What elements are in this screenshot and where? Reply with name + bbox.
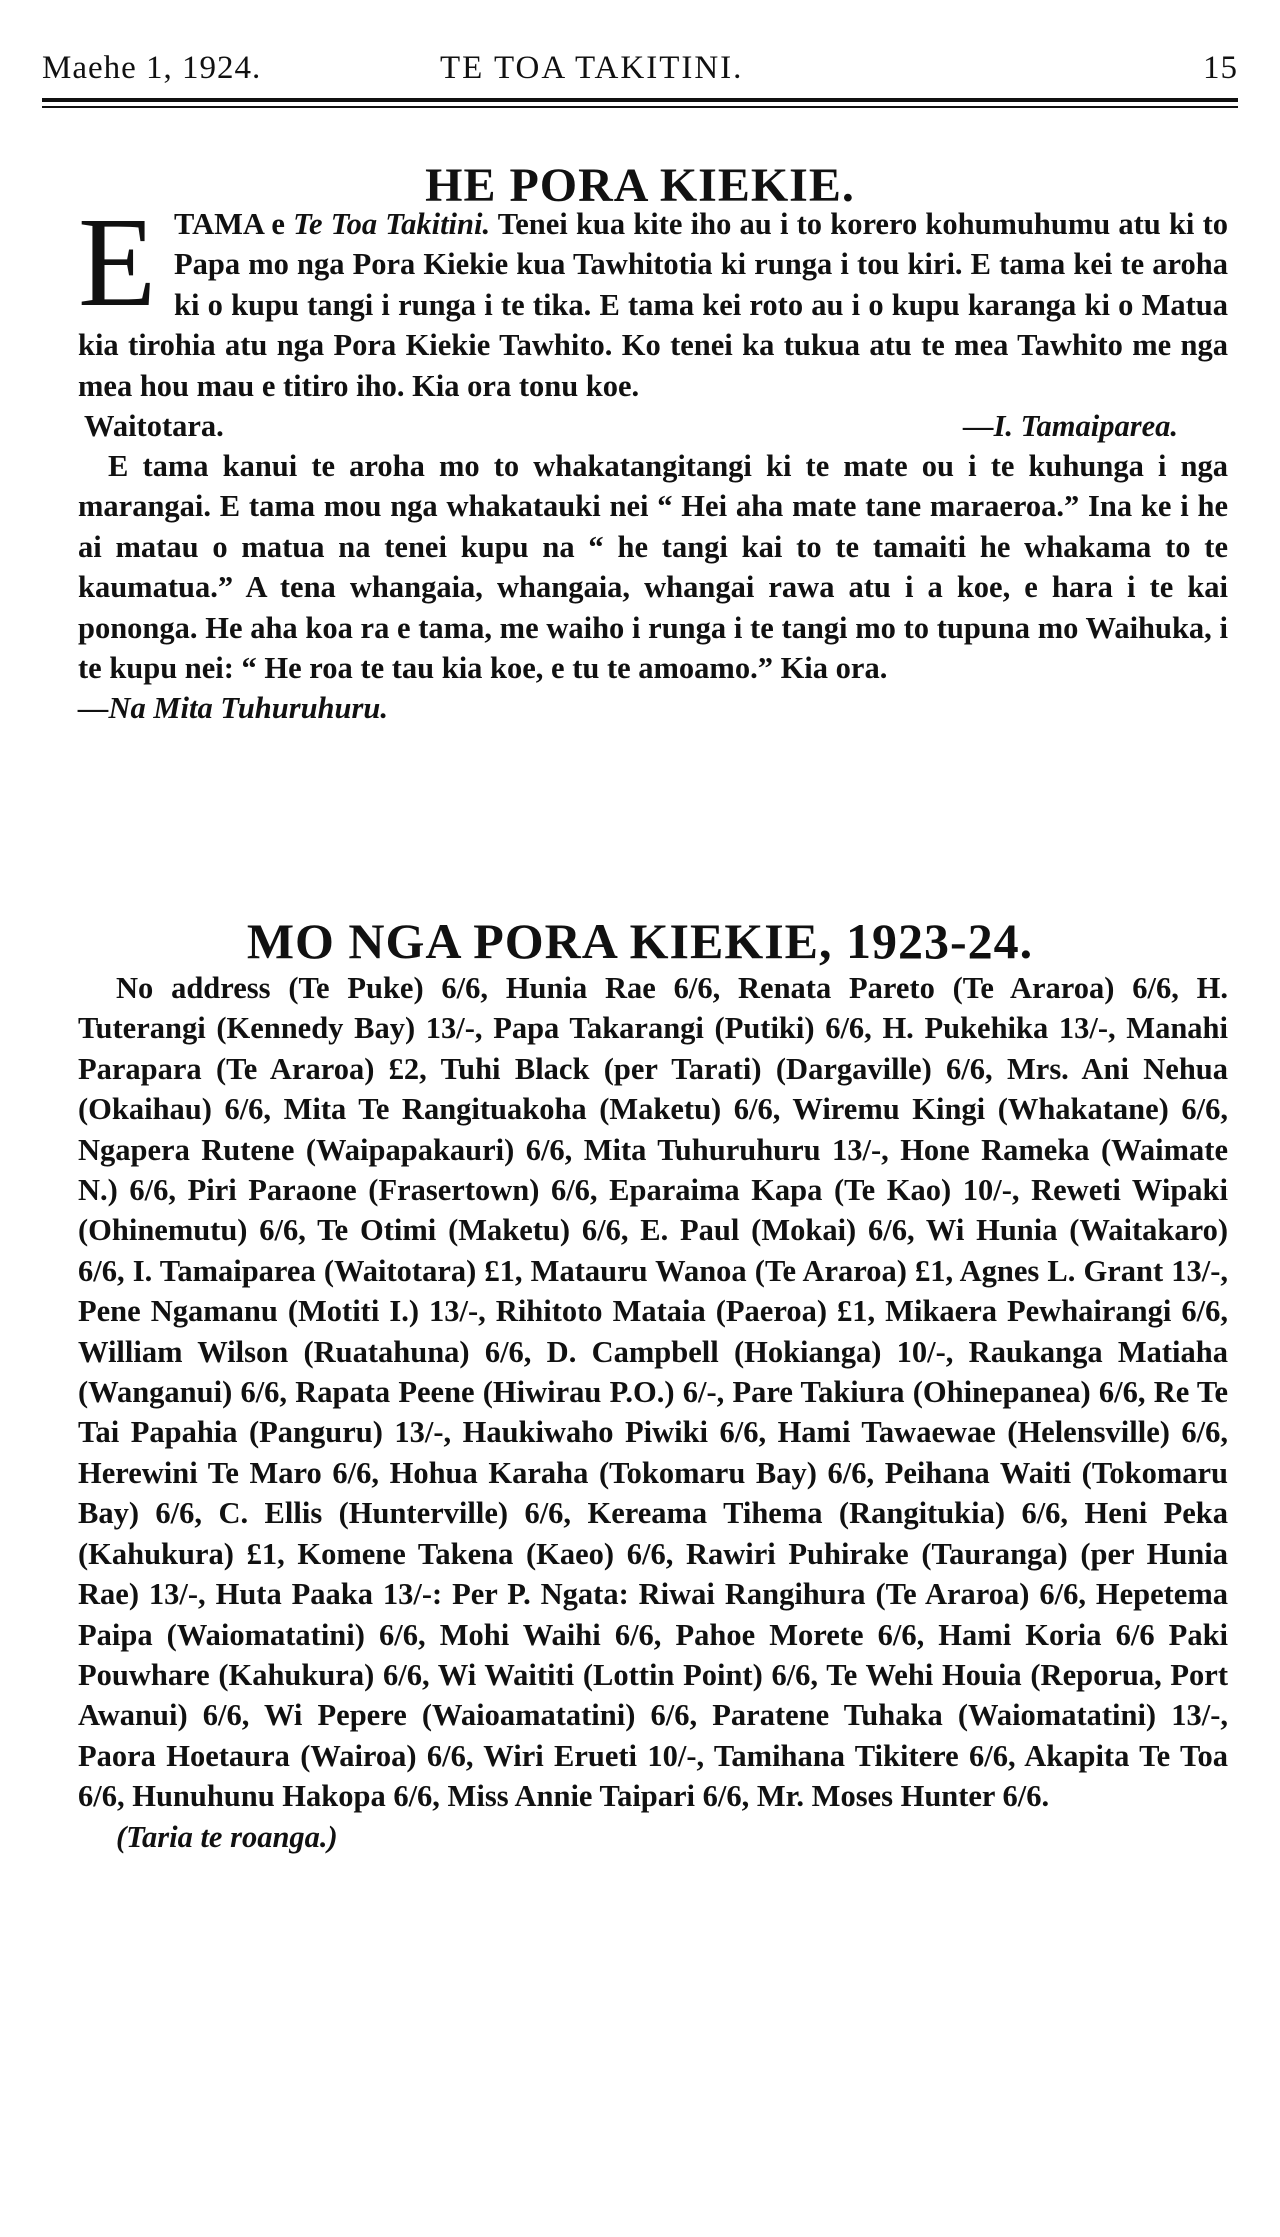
drop-cap: E bbox=[78, 191, 157, 333]
header-rule-thick bbox=[42, 98, 1238, 102]
letter-signature-row bbox=[78, 406, 1228, 446]
letter-italic-title: Te Toa Takitini. bbox=[293, 207, 491, 241]
article-heading-subscriptions: MO NGA PORA KIEKIE, 1923-24. bbox=[246, 913, 1034, 969]
issue-date: Maehe 1, 1924. bbox=[42, 50, 262, 86]
letter-paragraph bbox=[78, 191, 1228, 406]
reply-signature: —Na Mita Tuhuruhuru. bbox=[78, 691, 388, 726]
signature-name: —I. Tamaiparea. bbox=[963, 409, 1178, 444]
publication-title: TE TOA TAKITINI. bbox=[440, 50, 744, 86]
reply-paragraph: E tama kanui te aroha mo to whakatangitangi ki te mate ou i te kuhunga i nga marangai. E tama mou nga whakatauki nei “ Hei aha mate tane maraeroa.” Ina ke i he ai matau o matua na tenei kupu na “ he tangi kai to te tamaiti he whakama to te kaumatua.” A tena whangaia, whangaia, whangai rawa atu i a koe, e hara i te kai pononga. He aha koa ra e tama, me waiho i runga i te tangi mo to tupuna mo Waihuka, i te kupu nei: “ He roa te tau kia koe, e tu te amoamo.” Kia ora. bbox=[78, 449, 1228, 686]
continued-note: (Taria te roanga.) bbox=[116, 1819, 338, 1854]
letter-text-body: Tenei kua kite iho au i to korero kohumuhumu atu ki to Papa mo nga Pora Kiekie kua Tawhitotia ki runga i tou kiri. E tama kei te aroha ki o kupu tangi i runga i te tika. E tama kei roto au i o kupu karanga ki o Matua kia tirohia atu nga Pora Kiekie Tawhito. Ko tenei ka tukua atu te mea Tawhito me nga mea hou mau e titiro iho. Kia ora tonu koe. bbox=[78, 207, 1228, 403]
article-subscriptions bbox=[78, 968, 1228, 1857]
article-letter bbox=[78, 191, 1228, 729]
page-number: 15 bbox=[1203, 50, 1238, 86]
signature-place: Waitotara. bbox=[84, 409, 224, 444]
article-heading-pora-kiekie: HE PORA KIEKIE. bbox=[425, 159, 855, 212]
subscriptions-list: No address (Te Puke) 6/6, Hunia Rae 6/6, Renata Pareto (Te Araroa) 6/6, H. Tuterangi (Kennedy Bay) 13/-, Papa Takarangi (Putiki) 6/6, H. Pukehika 13/-, Manahi Parapara (Te Araroa) £2, Tuhi Black (per Tarati) (Dargaville) 6/6, Mrs. Ani Nehua (Okaihau) 6/6, Mita Te Rangituakoha (Maketu) 6/6, Wiremu Kingi (Whakatane) 6/6, Ngapera Rutene (Waipapakauri) 6/6, Mita Tuhuruhuru 13/-, Hone Rameka (Waimate N.) 6/6, Piri Paraone (Frasertown) 6/6, Eparaima Kapa (Te Kao) 10/-, Reweti Wipaki (Ohinemutu) 6/6, Te Otimi (Maketu) 6/6, E. Paul (Mokai) 6/6, Wi Hunia (Waitakaro) 6/6, I. Tamaiparea (Waitotara) £1, Matauru Wanoa (Te Araroa) £1, Agnes L. Grant 13/-, Pene Ngamanu (Motiti I.) 13/-, Rihitoto Mataia (Paeroa) £1, Mikaera Pewhairangi 6/6, William Wilson (Ruatahuna) 6/6, D. Campbell (Hokianga) 10/-, Raukanga Matiaha (Wanganui) 6/6, Rapata Peene (Hiwirau P.O.) 6/-, Pare Takiura (Ohinepanea) 6/6, Re Te Tai Papahia (Panguru) 13/-, Haukiwaho Piwiki 6/6, Hami Tawaewae (Helensville) 6/6, Herewini Te Maro 6/6, Hohua Karaha (Tokomaru Bay) 6/6, Peihana Waiti (Tokomaru Bay) 6/6, C. Ellis (Hunterville) 6/6, Kereama Tihema (Rangitukia) 6/6, Heni Peka (Kahukura) £1, Komene Takena (Kaeo) 6/6, Rawiri Puhirake (Tauranga) (per Hunia Rae) 13/-, Huta Paaka 13/-: Per P. Ngata: Riwai Rangihura (Te Araroa) 6/6, Hepetema Paipa (Waiomatatini) 6/6, Mohi Waihi 6/6, Pahoe Morete 6/6, Hami Koria 6/6 Paki Pouwhare (Kahukura) 6/6, Wi Waititi (Lottin Point) 6/6, Te Wehi Houia (Reporua, Port Awanui) 6/6, Wi Pepere (Waioamatatini) 6/6, Paratene Tuhaka (Waiomatatini) 13/-, Paora Hoetaura (Wairoa) 6/6, Wiri Erueti 10/-, Tamihana Tikitere 6/6, Akapita Te Toa 6/6, Hunuhunu Hakopa 6/6, Miss Annie Taipari 6/6, Mr. Moses Hunter 6/6. bbox=[78, 971, 1228, 1814]
header-rule-thin bbox=[42, 106, 1238, 108]
running-head bbox=[42, 50, 1238, 100]
letter-text-start: TAMA e bbox=[174, 207, 294, 241]
